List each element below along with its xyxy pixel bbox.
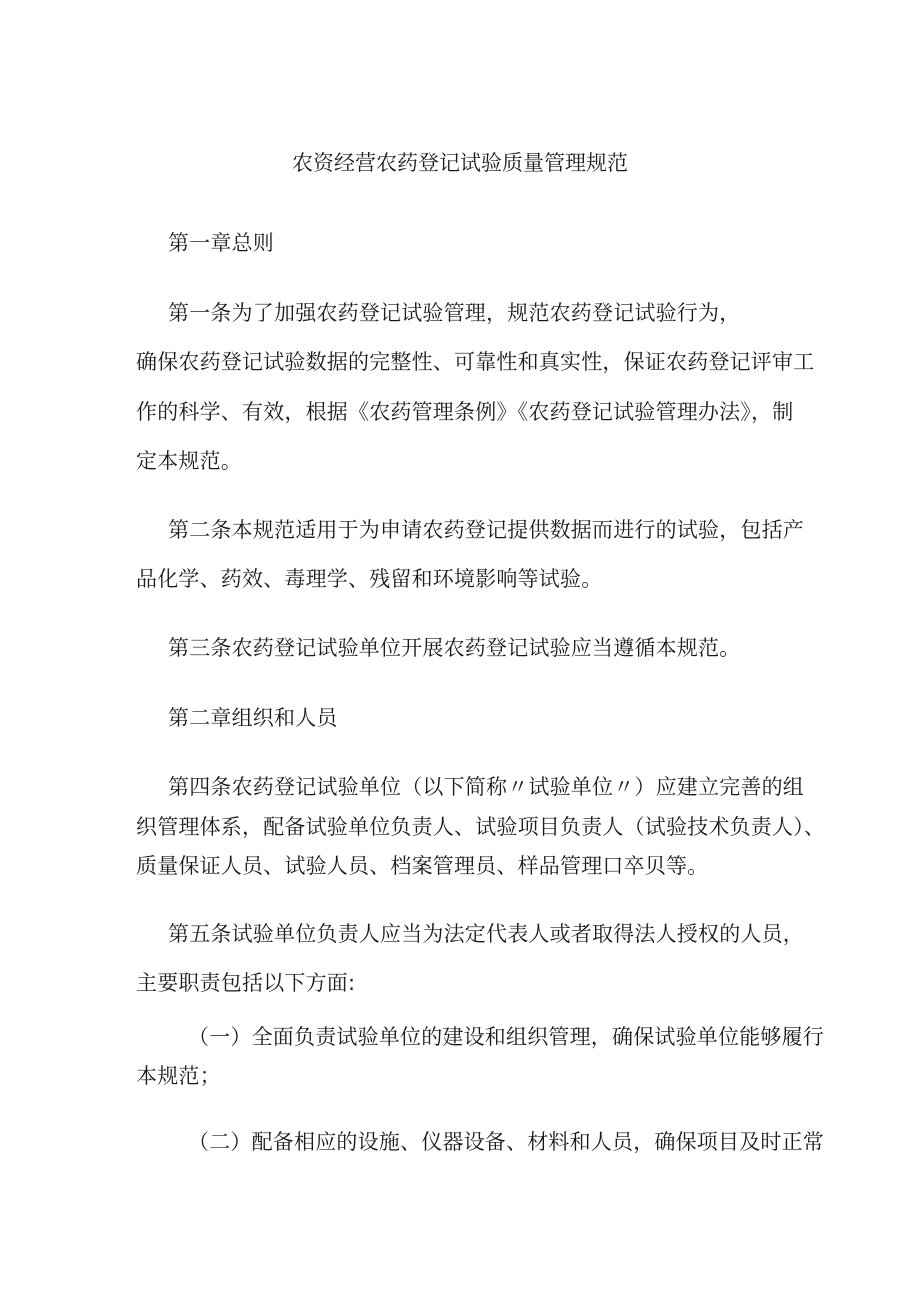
paragraph-line: 主要职责包括以下方面: (136, 971, 356, 995)
paragraph-line: 质量保证人员、试验人员、档案管理员、样品管理口卒贝等。 (136, 854, 709, 878)
chapter-heading-1: 第一章总则 (168, 231, 274, 255)
paragraph-line: （一）全面负责试验单位的建设和组织管理，确保试验单位能够履行 (188, 1025, 824, 1049)
paragraph-line: 第五条试验单位负责人应当为法定代表人或者取得法人授权的人员， (168, 922, 804, 946)
paragraph-line: 织管理体系，配备试验单位负责人、试验项目负责人（试验技术负责人）、 (136, 815, 826, 839)
list-item-2: （二）配备相应的设施、仪器设备、材料和人员，确保项目及时正常 (188, 1130, 824, 1154)
paragraph-line: 品化学、药效、毒理学、残留和环境影响等试验。 (136, 567, 603, 591)
document-title: 农资经营农药登记试验质量管理规范 (292, 151, 628, 175)
paragraph-line: 第二条本规范适用于为申请农药登记提供数据而进行的试验，包括产 (168, 518, 804, 542)
paragraph-line: 定本规范。 (136, 449, 242, 473)
chapter-heading-2: 第二章组织和人员 (168, 706, 338, 730)
paragraph-line: 确保农药登记试验数据的完整性、可靠性和真实性，保证农药登记评审工 (136, 350, 815, 374)
paragraph-line: 作的科学、有效，根据《农药管理条例》《农药登记试验管理办法》，制 (136, 400, 794, 424)
paragraph-line: 第四条农药登记试验单位（以下简称〃试验单位〃）应建立完善的组 (168, 775, 804, 799)
article-3: 第三条农药登记试验单位开展农药登记试验应当遵循本规范。 (168, 636, 741, 660)
paragraph-line: 本规范； (136, 1064, 221, 1088)
paragraph-line: 第一条为了加强农药登记试验管理，规范农药登记试验行为， (168, 301, 741, 325)
